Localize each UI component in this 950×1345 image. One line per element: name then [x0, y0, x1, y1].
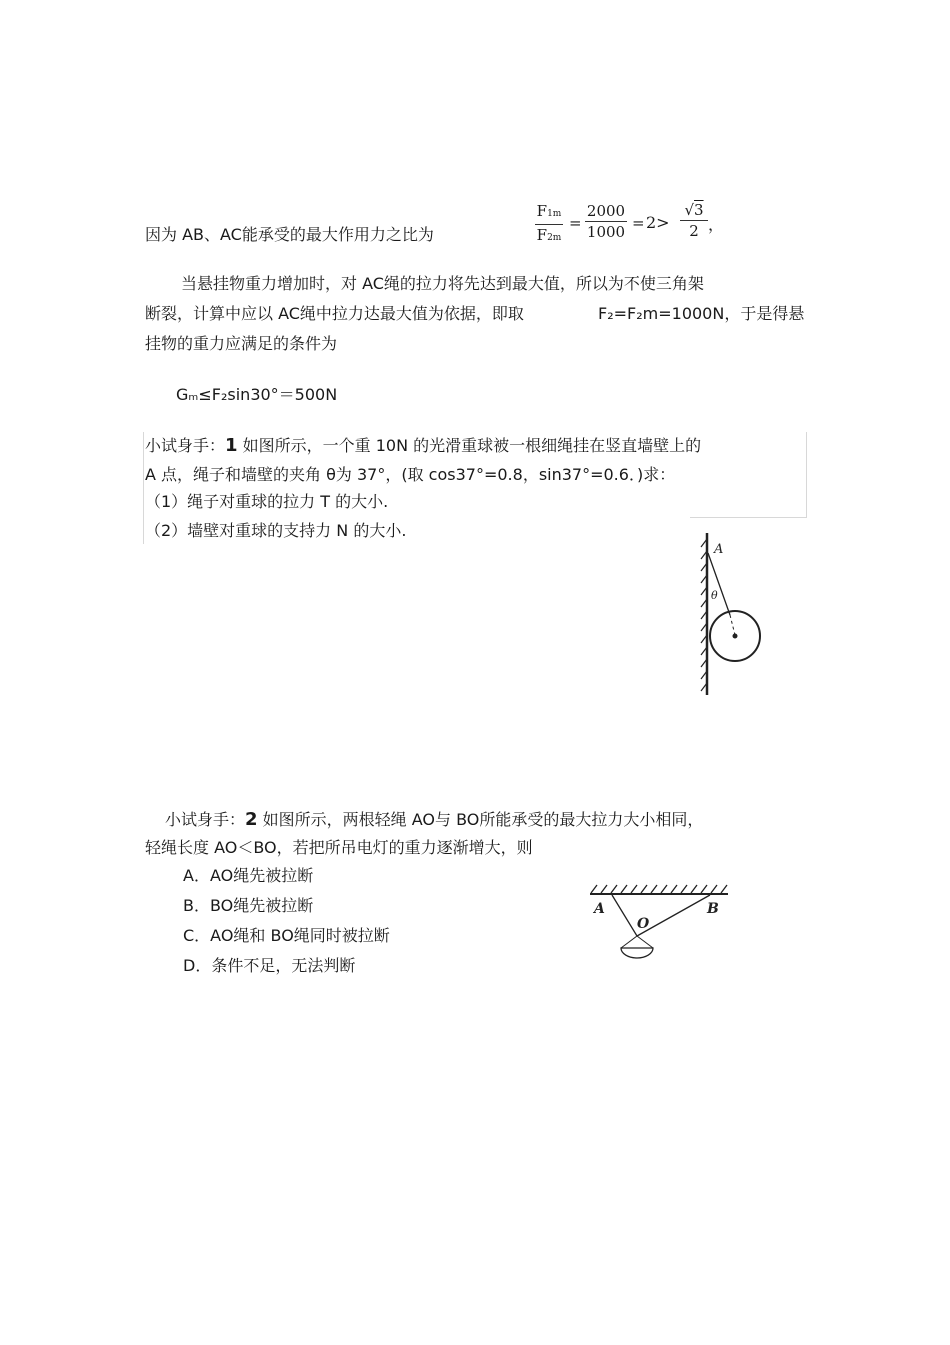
- theta-label: θ: [711, 589, 718, 602]
- box-left-border: [143, 432, 144, 544]
- numerator-2000: 2000: [586, 202, 626, 220]
- exercise-1-line-2: A 点，绳子和墙壁的夹角 θ为 37°，(取 cos37°=0.8，sin37°=0.6．)求：: [145, 465, 676, 484]
- ceiling-hatch: [591, 885, 727, 893]
- equals-sign-1: =: [569, 214, 582, 232]
- exercise-2-line-2: 轻绳长度 AO＜BO，若把所吊电灯的重力逐渐增大，则: [145, 838, 533, 857]
- rope-ao: [612, 895, 637, 936]
- sqrt-icon: √: [684, 201, 694, 219]
- option-b: B．BO绳先被拉断: [183, 896, 314, 915]
- ball-on-wall-figure: [690, 525, 780, 705]
- option-a: A．AO绳先被拉断: [183, 866, 314, 885]
- weight-condition-formula: Gₘ≤F₂sin30°＝500N: [176, 385, 338, 404]
- option-c: C．AO绳和 BO绳同时被拉断: [183, 926, 390, 945]
- exercise-2-line-1: 如图所示，两根轻绳 AO与 BO所能承受的最大拉力大小相同，: [262, 810, 704, 829]
- denominator-1000: 1000: [586, 223, 626, 241]
- exercise-1-question-2: （2）墙壁对重球的支持力 N 的大小.: [145, 521, 407, 540]
- exercise-2-prefix: 小试身手：: [165, 810, 246, 829]
- point-o-label: O: [637, 916, 650, 932]
- sqrt3-over-2-fraction: [680, 200, 708, 241]
- comparison-text: 2>: [646, 213, 670, 232]
- force-ratio-fraction: [535, 201, 563, 248]
- paragraph-line-2b: F₂=F₂m=1000N，于是得悬: [598, 304, 805, 323]
- lamp-left-wire: [621, 936, 637, 948]
- ratio-intro-text: 因为 AB、AC能承受的最大作用力之比为: [145, 225, 434, 244]
- radicand: 3: [694, 201, 704, 219]
- f1-symbol: F: [536, 202, 548, 220]
- value-fraction: [585, 201, 627, 242]
- f1-subscript: 1m: [547, 209, 562, 219]
- exercise-1-line-1: 如图所示，一个重 10N 的光滑重球被一根细绳挂在竖直墙壁上的: [242, 436, 702, 455]
- rope-line: [708, 553, 730, 615]
- equals-sign-2: =: [632, 214, 645, 232]
- rope-extension-dashed: [730, 615, 735, 635]
- option-d: D．条件不足，无法判断: [183, 956, 356, 975]
- lamp-two-ropes-figure: [585, 880, 735, 965]
- exercise-2-number: 2: [245, 809, 258, 830]
- exercise-1-prefix: 小试身手：: [145, 436, 226, 455]
- box-right-border: [806, 432, 807, 518]
- f2-subscript: 2m: [547, 233, 562, 243]
- exercise-1-question-1: （1）绳子对重球的拉力 T 的大小.: [145, 492, 389, 511]
- exercise-2-heading: [165, 809, 703, 831]
- paragraph-line-2a: 断裂，计算中应以 AC绳中拉力达最大值为依据，即取: [145, 304, 524, 323]
- paragraph-line-1: 当悬挂物重力增加时，对 AC绳的拉力将先达到最大值，所以为不使三角架: [181, 274, 704, 293]
- exercise-1-number: 1: [225, 435, 238, 456]
- point-a-label: A: [594, 901, 605, 917]
- exercise-1-heading: [145, 435, 701, 457]
- formula-comma: ，: [708, 215, 725, 234]
- point-b-label: B: [707, 901, 719, 917]
- f2-symbol: F: [536, 226, 548, 244]
- lamp-right-wire: [637, 936, 653, 948]
- denominator-2: 2: [689, 222, 699, 240]
- box-bottom-border: [690, 517, 807, 518]
- lamp-shade-icon: [621, 948, 653, 958]
- paragraph-line-3: 挂物的重力应满足的条件为: [145, 334, 338, 353]
- point-a-label: A: [714, 542, 724, 557]
- ball-center-dot: [733, 634, 738, 639]
